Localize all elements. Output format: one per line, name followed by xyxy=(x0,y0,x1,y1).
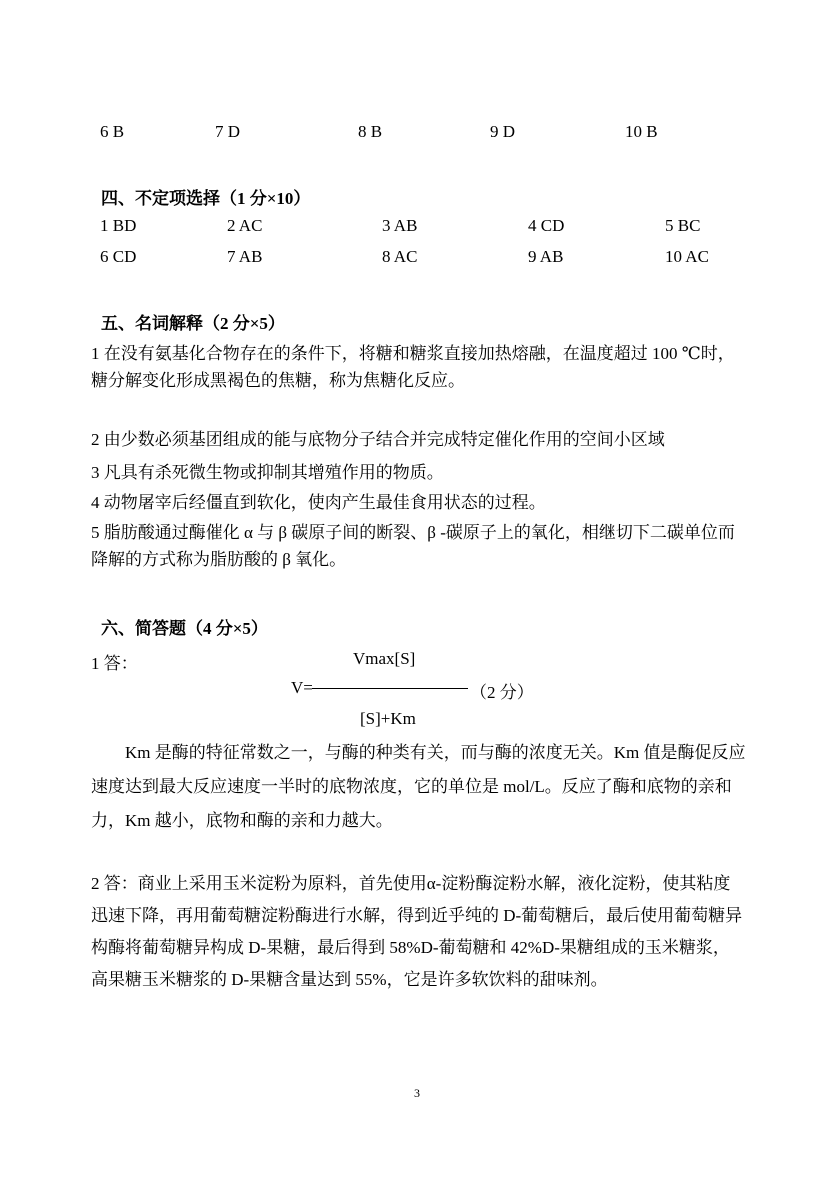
answer-item: 6 CD xyxy=(100,247,137,266)
answer-item: 9 D xyxy=(490,122,516,141)
answer-item: 7 AB xyxy=(227,247,263,266)
answer-item: 9 AB xyxy=(528,247,564,266)
answer-item: 10 AC xyxy=(665,247,709,266)
section4-heading: 四、不定项选择（1 分×10） xyxy=(101,189,311,208)
q2-answer: 2 答：商业上采用玉米淀粉为原料，首先使用α-淀粉酶淀粉水解，液化淀粉，使其粘度迅速下降，再用葡萄糖淀粉酶进行水解，得到近乎纯的 D-葡萄糖后，最后使用葡萄糖异构酶将葡萄糖异构成 D-果糖，最后得到 58%D-葡萄糖和 42%D-果糖组成的玉米糖浆，高果糖玉米糖浆的 D-果糖含量达到 55%，它是许多软饮料的甜味剂。 xyxy=(91,874,743,989)
definition-item-4: 4 动物屠宰后经僵直到软化，使肉产生最佳食用状态的过程。 xyxy=(91,493,546,512)
definition-item-1: 1 在没有氨基化合物存在的条件下，将糖和糖浆直接加热熔融，在温度超过 100 ℃时，糖分解变化形成黑褐色的焦糖，称为焦糖化反应。 xyxy=(91,344,735,390)
answer-item: 2 AC xyxy=(227,216,263,235)
formula-score: （2 分） xyxy=(470,683,534,702)
answer-item: 1 BD xyxy=(100,216,137,235)
answer-item: 7 D xyxy=(215,122,241,141)
q1-label: 1 答： xyxy=(91,654,138,673)
section6-heading: 六、简答题（4 分×5） xyxy=(101,619,268,638)
formula-lhs: V= xyxy=(291,678,313,697)
formula-fraction-bar xyxy=(312,688,468,689)
answer-item: 10 B xyxy=(625,122,658,141)
section5-heading: 五、名词解释（2 分×5） xyxy=(101,314,285,333)
definition-item-2: 2 由少数必须基团组成的能与底物分子结合并完成特定催化作用的空间小区域 xyxy=(91,430,665,449)
answer-item: 8 B xyxy=(358,122,383,141)
definition-item-5: 5 脂肪酸通过酶催化 α 与 β 碳原子间的断裂、β -碳原子上的氧化，相继切下二碳单位而降解的方式称为脂肪酸的 β 氧化。 xyxy=(91,523,735,569)
definition-item-3: 3 凡具有杀死微生物或抑制其增殖作用的物质。 xyxy=(91,463,444,482)
answer-row-section4-1 xyxy=(100,216,740,240)
formula-numerator: Vmax[S] xyxy=(353,649,416,668)
formula-denominator: [S]+Km xyxy=(360,709,416,728)
answer-item: 8 AC xyxy=(382,247,418,266)
answer-row-section3 xyxy=(100,122,740,146)
page-number: 3 xyxy=(414,1086,420,1100)
answer-item: 3 AB xyxy=(382,216,418,235)
answer-item: 5 BC xyxy=(665,216,701,235)
answer-row-section4-2 xyxy=(100,247,740,271)
answer-item: 6 B xyxy=(100,122,125,141)
answer-item: 4 CD xyxy=(528,216,565,235)
q1-explanation: Km 是酶的特征常数之一，与酶的种类有关，而与酶的浓度无关。Km 值是酶促反应速度达到最大反应速度一半时的底物浓度，它的单位是 mol/L。反应了酶和底物的亲和力，Km 越小，底物和酶的亲和力越大。 xyxy=(91,743,746,830)
